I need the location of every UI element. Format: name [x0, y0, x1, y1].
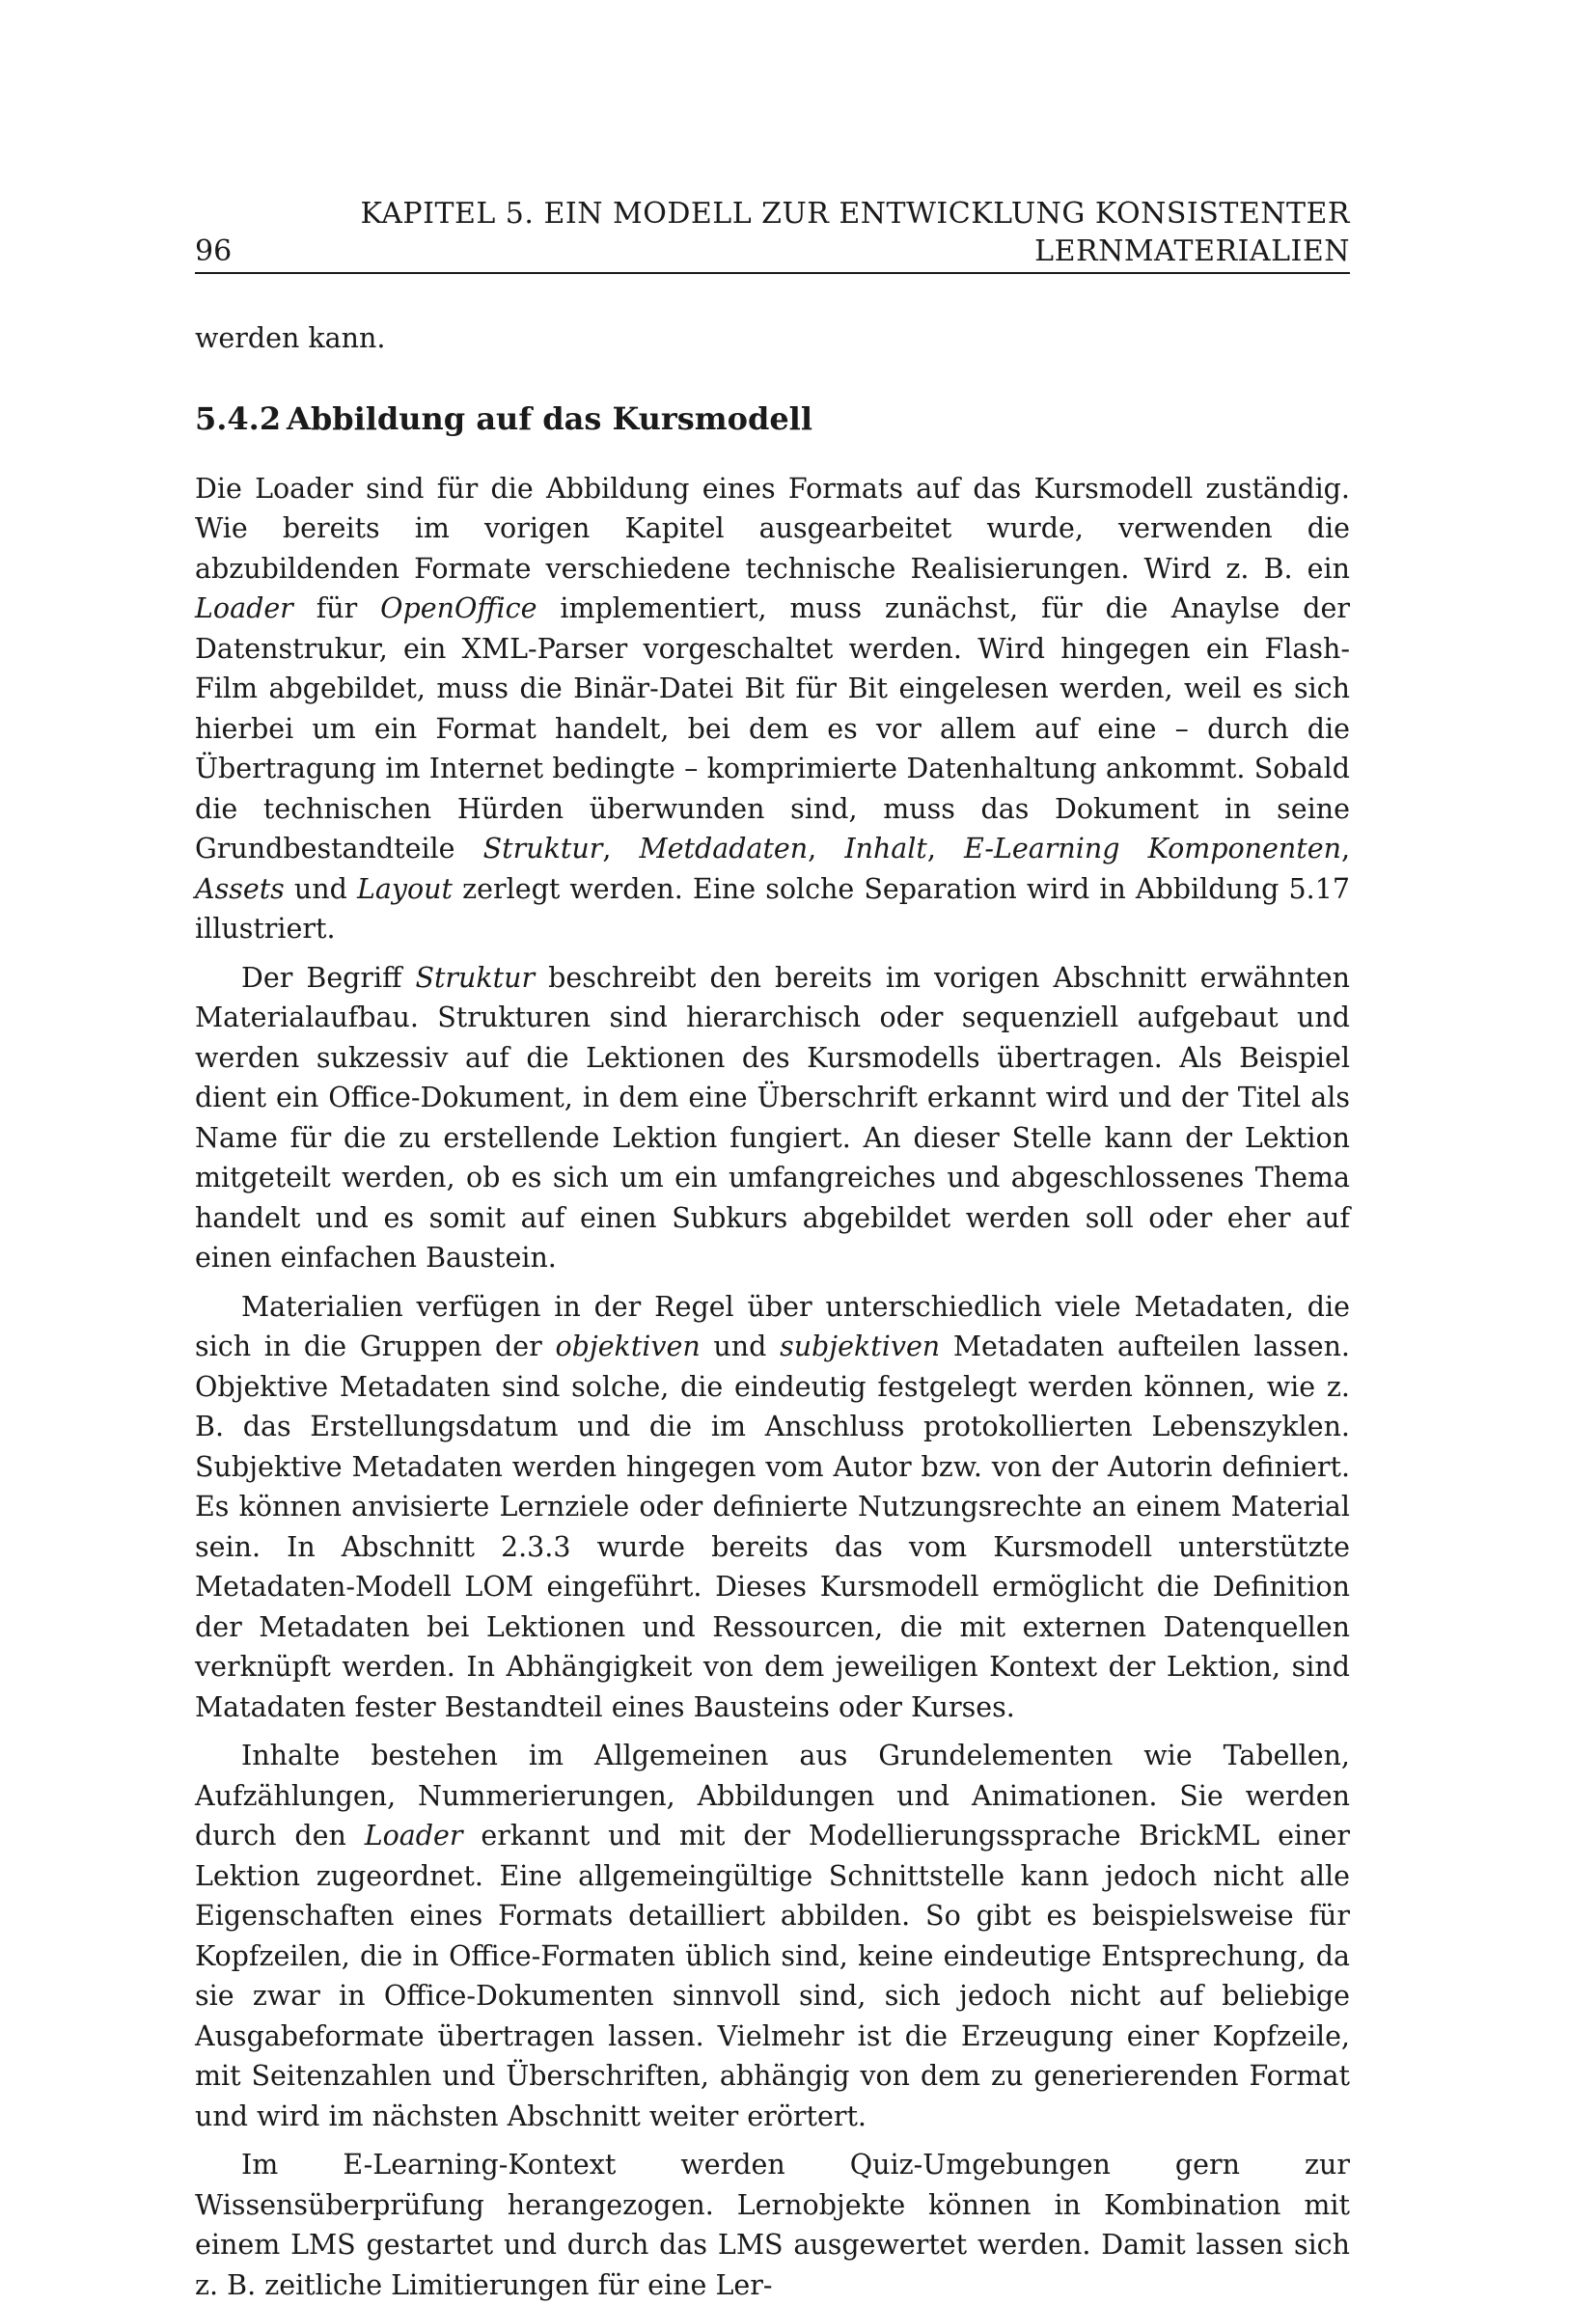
- section-heading: [195, 398, 1350, 440]
- running-header: [195, 193, 1350, 274]
- main-text: [195, 318, 1350, 2305]
- paragraph-struktur: Der Begriff Struktur beschreibt den bereits im vorigen Abschnitt erwähnten Materialaufbau. Strukturen sind hierarchisch oder sequenziell aufgebaut und werden sukzessiv auf die Lektionen des Kursmodells übertragen. Als Beispiel dient ein Office-Dokument, in dem eine Überschrift erkannt wird und der Titel als Name für die zu erstellende Lektion fungiert. An dieser Stelle kann der Lektion mitgeteilt werden, ob es sich um ein umfangreiches und abgeschlossenes Thema handelt und es somit auf einen Subkurs abgebildet werden soll oder eher auf einen einfachen Baustein.: [195, 961, 1350, 1274]
- chapter-title-line1: KAPITEL 5. EIN MODELL ZUR ENTWICKLUNG KONSISTENTER: [360, 197, 1350, 231]
- section-title: Abbildung auf das Kursmodell: [287, 399, 812, 437]
- paragraph-inhalte: Inhalte bestehen im Allgemeinen aus Grundelementen wie Tabellen, Aufzählungen, Nummerierungen, Abbildungen und Animationen. Sie werden durch den Loader erkannt und mit der Modellierungssprache BrickML einer Lektion zugeordnet. Eine allgemeingültige Schnittstelle kann jedoch nicht alle Eigenschaften eines Formats detailliert abbilden. So gibt es beispielsweise für Kopfzeilen, die in Office-Formaten üblich sind, keine eindeutige Entsprechung, da sie zwar in Office-Dokumenten sinnvoll sind, sich jedoch nicht auf beliebige Ausgabeformate übertragen lassen. Vielmehr ist die Erzeugung einer Kopfzeile, mit Seitenzahlen und Überschriften, abhängig von dem zu generierenden Format und wird im nächsten Abschnitt weiter erörtert.: [195, 1740, 1351, 2132]
- page-number: 96: [195, 234, 233, 268]
- paragraph-loader: Die Loader sind für die Abbildung eines Formats auf das Kursmodell zuständig. Wie bereits im vorigen Kapitel ausgearbeitet wurde, verwenden die abzubildenden Formate verschiedene technische Realisierungen. Wird z. B. ein Loader für OpenOffice implementiert, muss zunächst, für die Anaylse der Datenstrukur, ein XML-Parser vorgeschaltet werden. Wird hingegen ein Flash-Film abgebildet, muss die Binär-Datei Bit für Bit eingelesen werden, weil es sich hierbei um ein Format handelt, bei dem es vor allem auf eine – durch die Übertragung im Internet bedingte – komprimierte Datenhaltung ankommt. Sobald die technischen Hürden überwunden sind, muss das Dokument in seine Grundbestandteile Struktur, Metdadaten, Inhalt, E-Learning Komponenten, Assets und Layout zerlegt werden. Eine solche Separation wird in Abbildung 5.17 illustriert.: [195, 472, 1350, 945]
- continued-text: werden kann.: [195, 322, 386, 354]
- section-number: 5.4.2: [195, 399, 282, 437]
- paragraph-metadaten: Materialien verfügen in der Regel über unterschiedlich viele Metadaten, die sich in die Gruppen der objektiven und subjektiven Metadaten aufteilen lassen. Objektive Metadaten sind solche, die eindeutig festgelegt werden können, wie z. B. das Erstellungsdatum und die im Anschluss protokollierten Lebenszyklen. Subjektive Metadaten werden hingegen vom Autor bzw. von der Autorin definiert. Es können anvisierte Lernziele oder definierte Nutzungsrechte an einem Material sein. In Abschnitt 2.3.3 wurde bereits das vom Kursmodell unterstützte Metadaten-Modell LOM eingeführt. Dieses Kursmodell ermöglicht die Definition der Metadaten bei Lektionen und Ressourcen, die mit externen Datenquellen verknüpft werden. In Abhängigkeit von dem jeweiligen Kontext der Lektion, sind Matadaten fester Bestandteil eines Bausteins oder Kurses.: [195, 1290, 1350, 1723]
- paragraph-elearning: Im E-Learning-Kontext werden Quiz-Umgebungen gern zur Wissensüberprüfung herangezogen. Lernobjekte können in Kombination mit einem LMS gestartet und durch das LMS ausgewertet werden. Damit lassen sich z. B. zeitliche Limitierungen für eine Ler-: [195, 2149, 1350, 2301]
- chapter-title-line2: LERNMATERIALIEN: [1034, 234, 1350, 268]
